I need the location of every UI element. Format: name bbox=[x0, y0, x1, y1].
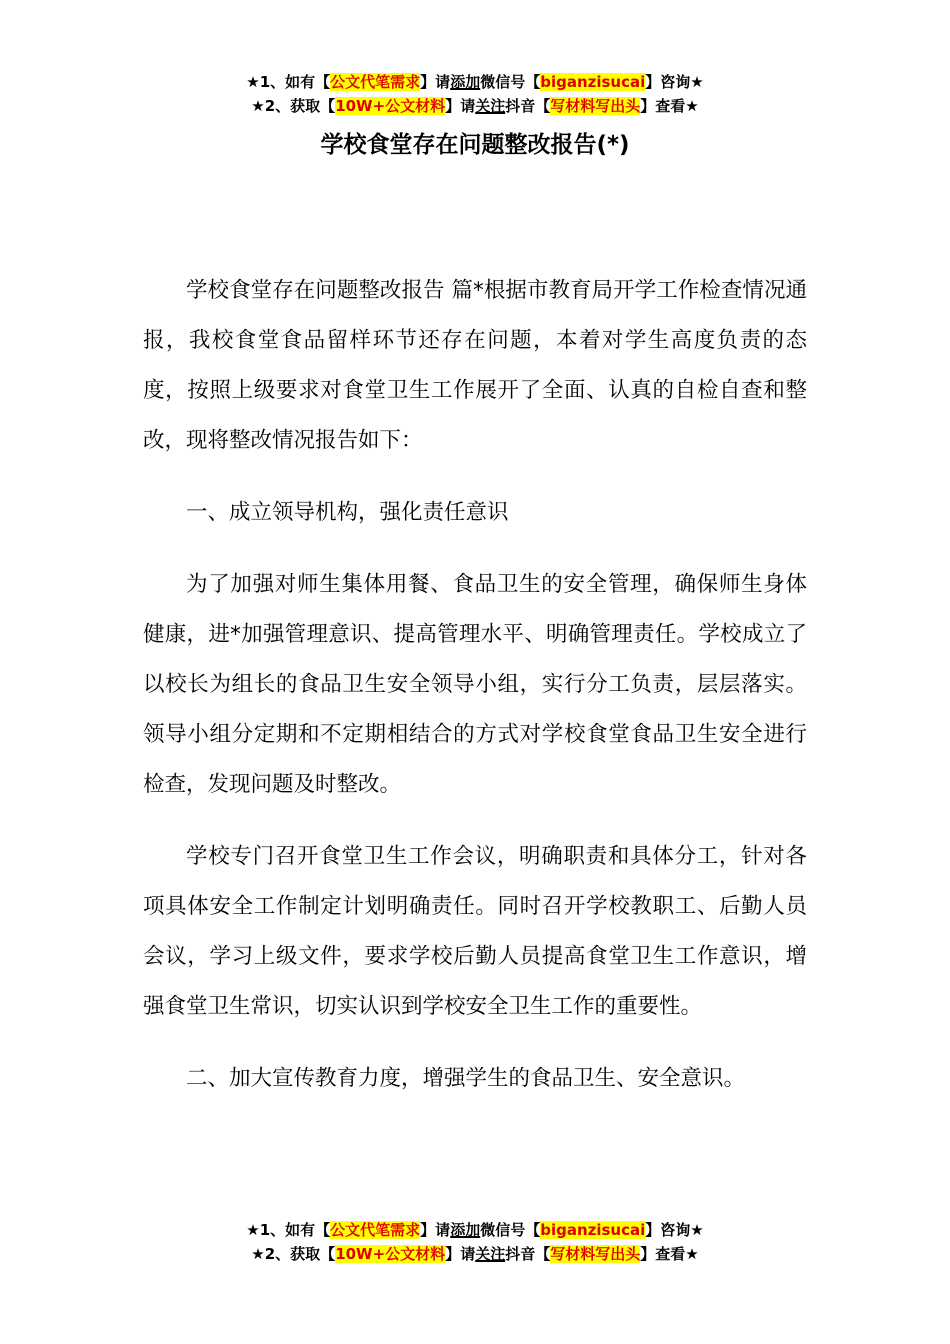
banner-line-2 bbox=[0, 1242, 950, 1266]
banner-highlight: biganzisucai bbox=[540, 1221, 646, 1239]
banner-highlight: 公文代笔需求 bbox=[330, 1221, 421, 1239]
section-heading-1: 一、成立领导机构，强化责任意识 bbox=[186, 500, 509, 525]
paragraph-leadership: 为了加强对师生集体用餐、食品卫生的安全管理，确保师生身体健康，进*加强管理意识、提高管理水平、明确管理责任。学校成立了以校长为组长的食品卫生安全领导小组，实行分工负责，层层落实。领导小组分定期和不定期相结合的方式对学校食堂食品卫生安全进行检查，发现问题及时整改。 bbox=[143, 572, 807, 797]
banner-highlight: 写材料写出头 bbox=[550, 1245, 641, 1263]
banner-text: 】咨询★ bbox=[645, 1221, 704, 1239]
banner-highlight: biganzisucai bbox=[540, 73, 646, 91]
banner-text: 】咨询★ bbox=[645, 73, 704, 91]
banner-text: ★2、获取【 bbox=[251, 1245, 336, 1263]
banner-text: 】请 bbox=[445, 97, 476, 115]
banner-line-1 bbox=[0, 1218, 950, 1242]
banner-line-2 bbox=[0, 94, 950, 118]
banner-emphasis: 关注 bbox=[475, 1245, 506, 1263]
header-banner bbox=[0, 70, 950, 118]
banner-text: 微信号【 bbox=[480, 73, 541, 91]
banner-text: ★2、获取【 bbox=[251, 97, 336, 115]
banner-text: ★1、如有【 bbox=[246, 73, 331, 91]
banner-text: 抖音【 bbox=[505, 1245, 551, 1263]
banner-text: 】请 bbox=[420, 73, 451, 91]
document-title: 学校食堂存在问题整改报告(*) bbox=[320, 132, 630, 158]
banner-highlight: 10W+公文材料 bbox=[335, 97, 446, 115]
footer-banner bbox=[0, 1218, 950, 1266]
banner-text: 】请 bbox=[420, 1221, 451, 1239]
banner-text: 】查看★ bbox=[640, 1245, 699, 1263]
document-body bbox=[143, 266, 807, 1126]
banner-line-1 bbox=[0, 70, 950, 94]
banner-text: 】请 bbox=[445, 1245, 476, 1263]
banner-text: 】查看★ bbox=[640, 97, 699, 115]
banner-text: 抖音【 bbox=[505, 97, 551, 115]
banner-emphasis: 添加 bbox=[450, 1221, 481, 1239]
paragraph-intro: 学校食堂存在问题整改报告 篇*根据市教育局开学工作检查情况通报，我校食堂食品留样环节还存在问题，本着对学生高度负责的态度，按照上级要求对食堂卫生工作展开了全面、认真的自检自查和整改，现将整改情况报告如下： bbox=[143, 278, 807, 453]
banner-text: ★1、如有【 bbox=[246, 1221, 331, 1239]
banner-emphasis: 添加 bbox=[450, 73, 481, 91]
banner-highlight: 10W+公文材料 bbox=[335, 1245, 446, 1263]
banner-highlight: 公文代笔需求 bbox=[330, 73, 421, 91]
banner-highlight: 写材料写出头 bbox=[550, 97, 641, 115]
paragraph-meeting: 学校专门召开食堂卫生工作会议，明确职责和具体分工，针对各项具体安全工作制定计划明确责任。同时召开学校教职工、后勤人员会议，学习上级文件，要求学校后勤人员提高食堂卫生工作意识，增强食堂卫生常识，切实认识到学校安全卫生工作的重要性。 bbox=[143, 844, 807, 1019]
banner-text: 微信号【 bbox=[480, 1221, 541, 1239]
section-heading-2: 二、加大宣传教育力度，增强学生的食品卫生、安全意识。 bbox=[186, 1066, 746, 1091]
banner-emphasis: 关注 bbox=[475, 97, 506, 115]
